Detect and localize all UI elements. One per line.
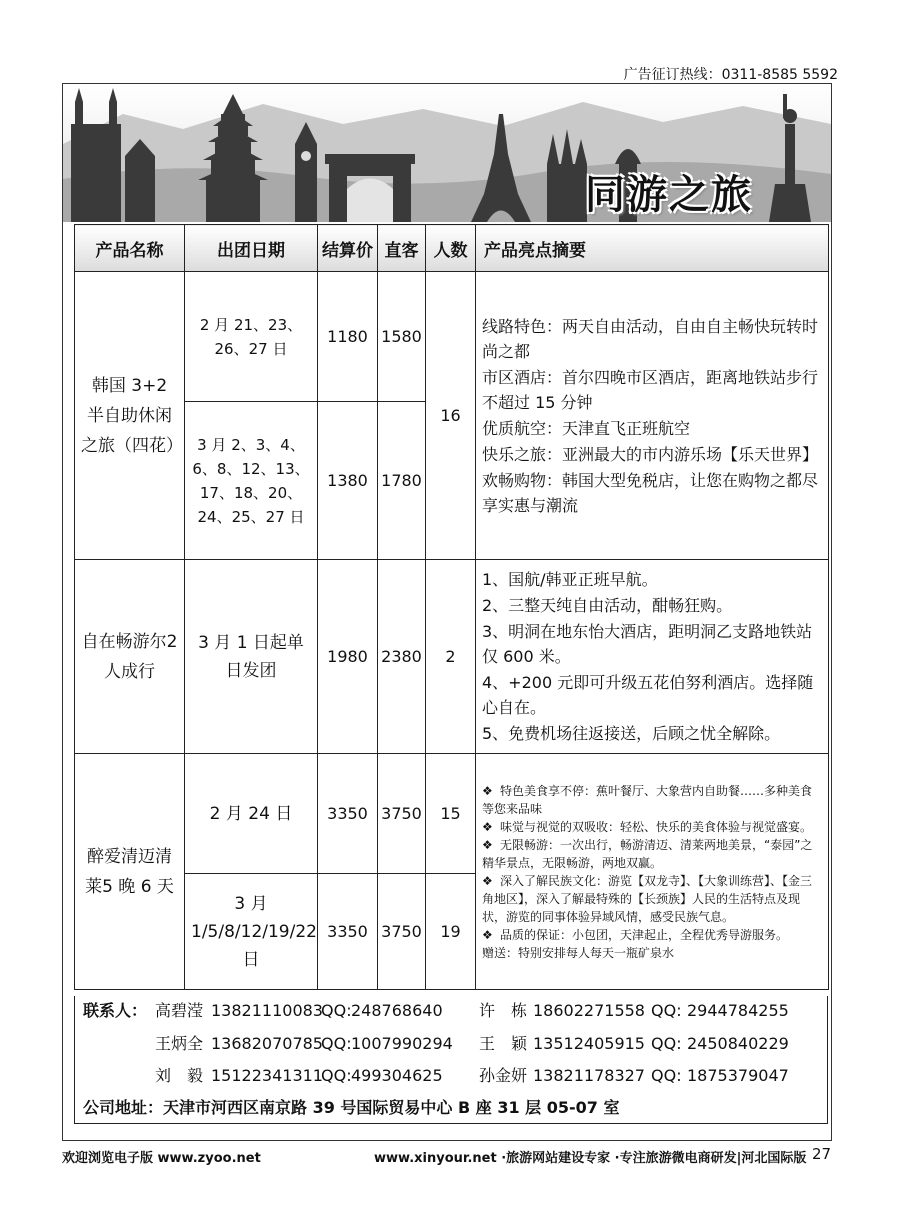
people-count: 16 bbox=[426, 272, 476, 560]
footer-left: 欢迎浏览电子版 www.zyoo.net bbox=[62, 1151, 261, 1166]
highlight-item: ❖ 味觉与视觉的双吸收：轻松、快乐的美食体验与视觉盛宴。 bbox=[482, 819, 813, 834]
contact-qq: 248768640 bbox=[351, 1001, 443, 1020]
people-count: 15 bbox=[426, 754, 476, 874]
highlights bbox=[476, 272, 829, 560]
settle-price: 1380 bbox=[318, 402, 378, 560]
contact-phone: 13821178327 bbox=[533, 1066, 645, 1085]
people-count: 2 bbox=[426, 560, 476, 754]
footer-right: www.xinyour.net ·旅游网站建设专家 ·专注旅游微电商研发|河北国际版 bbox=[374, 1151, 807, 1166]
highlight-item: 优质航空：天津直飞正班航空 bbox=[482, 418, 691, 438]
header-people: 人数 bbox=[426, 225, 476, 272]
contact-qq: 499304625 bbox=[351, 1066, 443, 1085]
diamond-bullet-icon: ❖ bbox=[482, 873, 493, 888]
settle-price: 3350 bbox=[318, 874, 378, 990]
direct-price: 2380 bbox=[378, 560, 426, 754]
settle-price: 3350 bbox=[318, 754, 378, 874]
product-name: 韩国 3+2 半自助休闲之旅（四花） bbox=[75, 272, 185, 560]
direct-price: 3750 bbox=[378, 754, 426, 874]
people-count: 19 bbox=[426, 874, 476, 990]
product-name: 自在畅游尔2 人成行 bbox=[75, 560, 185, 754]
qq-label: QQ: bbox=[321, 1066, 352, 1085]
highlights bbox=[476, 560, 829, 754]
product-name: 醉爱清迈清莱5 晚 6 天 bbox=[75, 754, 185, 990]
ad-hotline: 广告征订热线：0311-8585 5592 bbox=[623, 67, 838, 83]
departure-date: 2 月 21、23、26、27 日 bbox=[185, 272, 318, 402]
direct-price: 1580 bbox=[378, 272, 426, 402]
contact-phone: 15122341311 bbox=[211, 1066, 323, 1085]
qq-label: QQ: bbox=[651, 1001, 682, 1020]
table-row bbox=[75, 272, 829, 402]
header-departure-date: 出团日期 bbox=[185, 225, 318, 272]
contact-phone: 13682070785 bbox=[211, 1034, 323, 1053]
header-highlights: 产品亮点摘要 bbox=[476, 225, 829, 272]
direct-price: 1780 bbox=[378, 402, 426, 560]
header-direct-price: 直客 bbox=[378, 225, 426, 272]
highlight-item: ❖ 品质的保证：小包团，天津起止，全程优秀导游服务。 bbox=[482, 927, 789, 942]
departure-date: 3 月 1 日起单日发团 bbox=[185, 560, 318, 754]
contact-name: 孙金妍 bbox=[479, 1066, 528, 1085]
highlight-item: 欢畅购物：韩国大型免税店，让您在购物之都尽享实惠与潮流 bbox=[482, 470, 819, 515]
highlight-item: 4、+200 元即可升级五花伯努利酒店。选择随心自在。 bbox=[482, 673, 814, 717]
departure-date: 3 月1/5/8/12/19/22日 bbox=[185, 874, 318, 990]
banner-title: 同游之旅 bbox=[585, 172, 753, 218]
header-product-name: 产品名称 bbox=[75, 225, 185, 272]
diamond-bullet-icon: ❖ bbox=[482, 819, 493, 834]
page-number: 27 bbox=[812, 1145, 832, 1163]
highlight-item: 1、国航/韩亚正班早航。 bbox=[482, 570, 658, 589]
contacts-box bbox=[74, 996, 828, 1124]
products-table bbox=[74, 224, 829, 990]
contact-qq: 2944784255 bbox=[687, 1001, 789, 1020]
contact-phone: 13512405915 bbox=[533, 1034, 645, 1053]
diamond-bullet-icon: ❖ bbox=[482, 783, 493, 798]
qq-label: QQ: bbox=[651, 1066, 682, 1085]
qq-label: QQ: bbox=[321, 1034, 352, 1053]
settle-price: 1980 bbox=[318, 560, 378, 754]
contact-name: 王炳全 bbox=[155, 1034, 204, 1053]
company-address: 公司地址：天津市河西区南京路 39 号国际贸易中心 B 座 31 层 05-07 室 bbox=[83, 1098, 620, 1117]
direct-price: 3750 bbox=[378, 874, 426, 990]
qq-label: QQ: bbox=[321, 1001, 352, 1020]
highlights bbox=[476, 754, 829, 990]
contact-name: 王 颖 bbox=[479, 1034, 528, 1053]
highlight-item: 市区酒店：首尔四晚市区酒店，距离地铁站步行不超过 15 分钟 bbox=[482, 367, 819, 412]
diamond-bullet-icon: ❖ bbox=[482, 837, 493, 852]
diamond-bullet-icon: ❖ bbox=[482, 927, 493, 942]
contact-phone: 18602271558 bbox=[533, 1001, 645, 1020]
highlight-item: 快乐之旅：亚洲最大的市内游乐场【乐天世界】 bbox=[482, 444, 819, 464]
departure-date: 3 月 2、3、4、6、8、12、13、17、18、20、24、25、27 日 bbox=[185, 402, 318, 560]
qq-label: QQ: bbox=[651, 1034, 682, 1053]
highlight-item: 2、三整天纯自由活动，酣畅狂购。 bbox=[482, 596, 733, 615]
highlight-item: 5、免费机场往返接送，后顾之忧全解除。 bbox=[482, 724, 781, 743]
highlight-item: 3、明洞在地东怡大酒店，距明洞乙支路地铁站仅 600 米。 bbox=[482, 622, 813, 666]
highlight-item: ❖ 特色美食享不停：蕉叶餐厅、大象营内自助餐……多种美食等您来品味 bbox=[482, 783, 813, 816]
departure-date: 2 月 24 日 bbox=[185, 754, 318, 874]
contact-name: 高碧滢 bbox=[155, 1001, 204, 1020]
contacts-label: 联系人： bbox=[83, 1001, 148, 1020]
contact-qq: 1875379047 bbox=[687, 1066, 789, 1085]
gift-note: 赠送：特别安排每人每天一瓶矿泉水 bbox=[482, 945, 675, 960]
contact-qq: 1007990294 bbox=[351, 1034, 453, 1053]
highlight-item: ❖ 无限畅游：一次出行，畅游清迈、清莱两地美景，“泰园”之精华景点，无限畅游，两地双赢。 bbox=[482, 837, 813, 870]
contact-name: 许 栋 bbox=[479, 1001, 528, 1020]
header-settle-price: 结算价 bbox=[318, 225, 378, 272]
contact-name: 刘 毅 bbox=[155, 1066, 204, 1085]
table-row bbox=[75, 560, 829, 754]
table-header bbox=[75, 225, 829, 272]
contact-qq: 2450840229 bbox=[687, 1034, 789, 1053]
settle-price: 1180 bbox=[318, 272, 378, 402]
highlight-item: ❖ 深入了解民族文化：游览【双龙寺】、【大象训练营】、【金三角地区】，深入了解最特殊的【长颈族】人民的生活特点及现状，游览的同事体验异域风情，感受民族气息。 bbox=[482, 873, 813, 924]
highlight-item: 线路特色：两天自由活动，自由自主畅快玩转时尚之都 bbox=[482, 316, 819, 361]
table-row bbox=[75, 754, 829, 874]
contact-phone: 13821110083 bbox=[211, 1001, 323, 1020]
